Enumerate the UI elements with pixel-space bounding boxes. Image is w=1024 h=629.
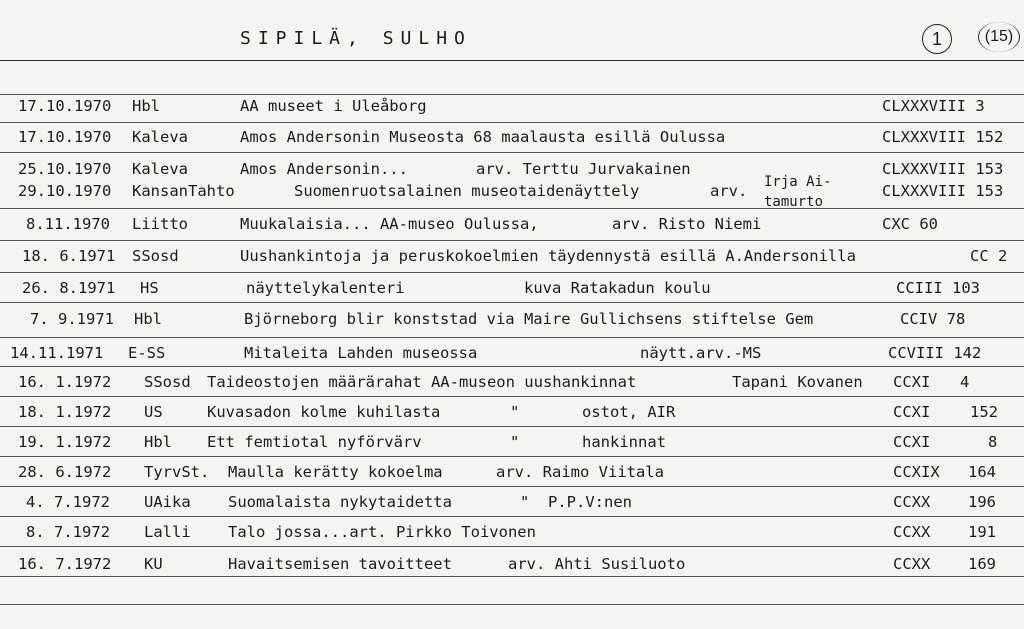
entry-ditto: "	[510, 403, 520, 421]
entry-source: TyrvSt.	[144, 463, 210, 481]
entry-date: 16. 1.1972	[18, 373, 112, 391]
rule	[0, 94, 1024, 95]
list-item	[0, 523, 1024, 547]
entry-date: 14.11.1971	[10, 344, 104, 362]
entry-volume: CCXI	[893, 373, 931, 391]
entry-title: Muukalaisia... AA-museo Oulussa,	[240, 215, 539, 233]
entry-source: SSosd	[144, 373, 191, 391]
list-item	[0, 128, 1024, 152]
entry-title: Amos Andersonin Museosta 68 maalausta esillä Oulussa	[240, 128, 726, 146]
entry-note: arv. Risto Niemi	[612, 215, 762, 233]
entry-title: Maulla kerätty kokoelma	[228, 463, 443, 481]
entry-page: 8	[988, 433, 998, 451]
list-item	[0, 493, 1024, 517]
rule	[0, 208, 1024, 209]
entry-title: Uushankintoja ja peruskokoelmien täydennystä esillä A.Andersonilla	[240, 247, 856, 265]
entry-date: 18. 6.1971	[22, 247, 116, 265]
list-item	[0, 433, 1024, 457]
entry-date: 7. 9.1971	[30, 310, 114, 328]
entry-author-line1: Irja Ai-	[764, 174, 832, 190]
entry-source: Hbl	[134, 310, 162, 328]
entry-volume: CCXX	[893, 523, 931, 541]
entry-note: näytt.arv.-MS	[640, 344, 762, 362]
entry-note: arv. Terttu Jurvakainen	[476, 160, 691, 178]
entry-date: 25.10.1970	[18, 160, 112, 178]
list-item	[0, 247, 1024, 271]
entry-date: 18. 1.1972	[18, 403, 112, 421]
card-number: 1	[922, 24, 952, 54]
entry-source: UAika	[144, 493, 191, 511]
entry-volume: CLXXXVIII 3	[882, 97, 985, 115]
entry-date: 29.10.1970	[18, 182, 112, 200]
entry-volume: CC 2	[970, 247, 1008, 265]
entry-date: 17.10.1970	[18, 128, 112, 146]
entry-source: KU	[144, 555, 163, 573]
entry-title: Kuvasadon kolme kuhilasta	[207, 403, 441, 421]
entry-volume: CCXI	[893, 403, 931, 421]
entry-note: P.P.V:nen	[548, 493, 632, 511]
list-item	[0, 279, 1024, 303]
list-item	[0, 182, 1024, 206]
entry-ditto: "	[520, 493, 530, 511]
entry-date: 17.10.1970	[18, 97, 112, 115]
entry-source: Kaleva	[132, 160, 188, 178]
entry-page: 164	[968, 463, 996, 481]
entry-title: Ett femtiotal nyförvärv	[207, 433, 422, 451]
header-rule	[0, 60, 1024, 61]
list-item	[0, 215, 1024, 239]
list-item	[0, 463, 1024, 487]
entry-date: 19. 1.1972	[18, 433, 112, 451]
entry-page: 191	[968, 523, 996, 541]
entry-date: 8. 7.1972	[26, 523, 110, 541]
rule	[0, 272, 1024, 273]
rule	[0, 240, 1024, 241]
list-item	[0, 344, 1024, 368]
entry-title: Taideostojen määrärahat AA-museon uushankinnat	[207, 373, 637, 391]
entry-title: Havaitsemisen tavoitteet	[228, 555, 452, 573]
list-item	[0, 555, 1024, 579]
entry-date: 8.11.1970	[26, 215, 110, 233]
entry-source: US	[144, 403, 163, 421]
entry-title: Mitaleita Lahden museossa	[244, 344, 478, 362]
list-item	[0, 310, 1024, 334]
entry-source: Lalli	[144, 523, 191, 541]
entry-title: Amos Andersonin...	[240, 160, 408, 178]
entry-source: Liitto	[132, 215, 188, 233]
card-title: SIPILÄ, SULHO	[240, 28, 472, 49]
entry-title: Suomenruotsalainen museotaidenäyttely	[294, 182, 640, 200]
entry-volume: CLXXXVIII 152	[882, 128, 1004, 146]
entry-title: Talo jossa...art. Pirkko Toivonen	[228, 523, 536, 541]
entry-source: HS	[140, 279, 159, 297]
entry-date: 4. 7.1972	[26, 493, 110, 511]
entry-source: SSosd	[132, 247, 179, 265]
entry-source: E-SS	[128, 344, 166, 362]
entry-note: kuva Ratakadun koulu	[524, 279, 711, 297]
entry-source: Hbl	[132, 97, 160, 115]
rule	[0, 604, 1024, 605]
card-count: (15)	[978, 22, 1020, 52]
entry-page: 196	[968, 493, 996, 511]
entry-title: AA museet i Uleåborg	[240, 97, 427, 115]
entry-source: KansanTahto	[132, 182, 235, 200]
rule	[0, 122, 1024, 123]
entry-source: Hbl	[144, 433, 172, 451]
entry-volume: CLXXXVIII 153	[882, 182, 1004, 200]
entry-note: Tapani Kovanen	[732, 373, 863, 391]
entry-volume: CCXX	[893, 493, 931, 511]
entry-volume: CCXIX	[893, 463, 940, 481]
entry-volume: CLXXXVIII 153	[882, 160, 1004, 178]
entry-ditto: "	[510, 433, 520, 451]
entry-date: 16. 7.1972	[18, 555, 112, 573]
list-item	[0, 403, 1024, 427]
entry-source: Kaleva	[132, 128, 188, 146]
entry-volume: CCXI	[893, 433, 931, 451]
entry-volume: CCIV 78	[900, 310, 966, 328]
entry-title: Björneborg blir konststad via Maire Gullichsens stiftelse Gem	[244, 310, 814, 328]
entry-title: Suomalaista nykytaidetta	[228, 493, 452, 511]
entry-note: hankinnat	[582, 433, 666, 451]
list-item	[0, 160, 1024, 184]
rule	[0, 337, 1024, 338]
rule	[0, 152, 1024, 153]
entry-volume: CCXX	[893, 555, 931, 573]
entry-volume: CCVIII 142	[888, 344, 982, 362]
entry-author-line2: tamurto	[764, 194, 824, 210]
entry-note: arv.	[710, 182, 748, 200]
entry-volume: CCIII 103	[896, 279, 980, 297]
entry-page: 152	[970, 403, 998, 421]
entry-date: 28. 6.1972	[18, 463, 112, 481]
entry-page: 169	[968, 555, 996, 573]
list-item	[0, 373, 1024, 397]
entry-note: arv. Raimo Viitala	[496, 463, 664, 481]
entry-note: ostot, AIR	[582, 403, 676, 421]
entry-volume: CXC 60	[882, 215, 938, 233]
entry-note: arv. Ahti Susiluoto	[508, 555, 686, 573]
list-item	[0, 97, 1024, 121]
entry-title: näyttelykalenteri	[246, 279, 405, 297]
entry-date: 26. 8.1971	[22, 279, 116, 297]
entry-page: 4	[960, 373, 970, 391]
